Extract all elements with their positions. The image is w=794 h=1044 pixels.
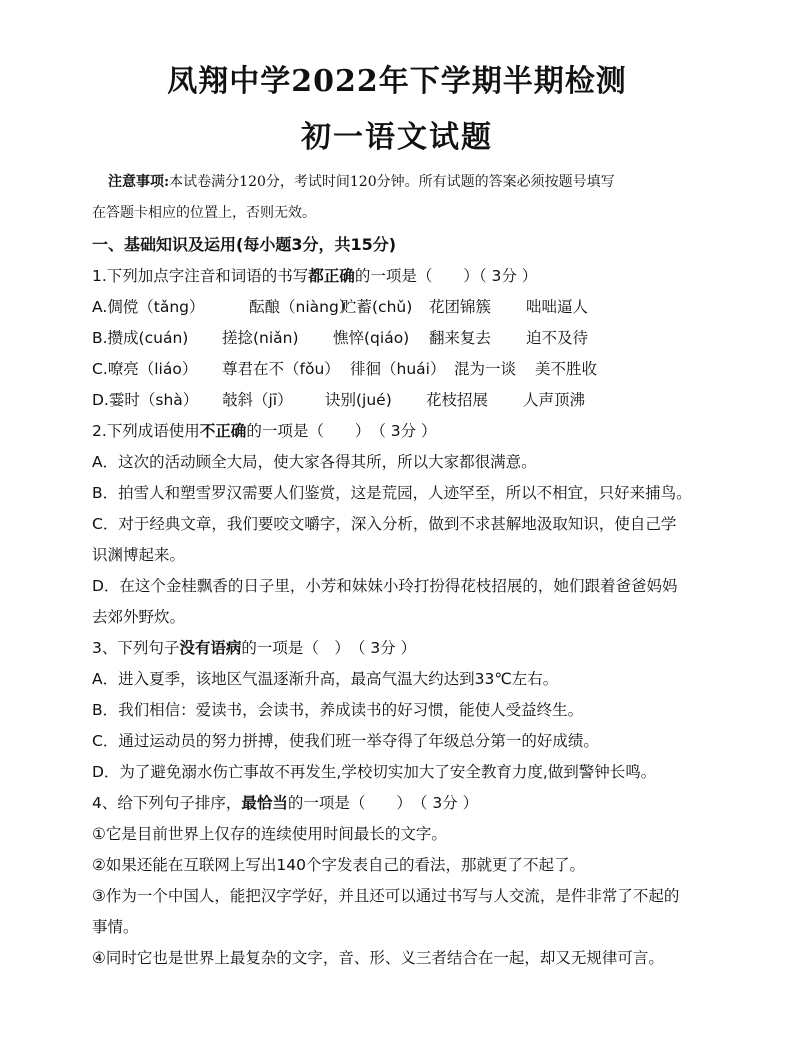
q4-sentence-2: ②如果还能在互联网上写出140个字发表自己的看法，那就更了不起了。 (92, 856, 585, 874)
q1-a-item-5: 咄咄逼人 (526, 298, 589, 316)
q2-option-d-line-2: 去郊外野炊。 (92, 608, 186, 626)
q1-stem-post: 的一项是（ ）（ 3分 ） (354, 267, 538, 285)
q2-option-b: B．拍雪人和塑雪罗汉需要人们鉴赏，这是荒园，人迹罕至，所以不相宜，只好来捕鸟。 (92, 484, 692, 502)
q3-option-a: A．进入夏季，该地区气温逐渐升高，最高气温大约达到33℃左右。 (92, 670, 559, 688)
q1-b-item-5: 迫不及待 (526, 329, 589, 347)
question-1-stem (92, 266, 712, 286)
q1-c-item-3: 徘徊（huái） (350, 360, 446, 378)
q1-d-item-5: 人声顶沸 (523, 391, 586, 409)
q1-d-item-4: 花枝招展 (426, 391, 489, 409)
notice-text-1: 本试卷满分120分，考试时间120分钟。所有试题的答案必须按题号填写 (169, 174, 615, 190)
question-4-stem (92, 793, 712, 813)
q1-option-b (92, 328, 712, 348)
q1-a-item-3: 贮蓄(chǔ) (341, 298, 413, 316)
q1-stem-bold: 都正确 (308, 267, 355, 285)
q1-d-item-1: D.霎时（shà） (92, 391, 199, 409)
q1-b-item-1: B.攒成(cuán) (92, 329, 189, 347)
q4-stem-pre: 4、给下列句子排序， (92, 794, 242, 812)
notice-label: 注意事项: (108, 174, 170, 190)
q2-stem-post: 的一项是（ ） （ 3分 ） (246, 422, 437, 440)
q1-a-item-2: 酝酿（niàng） (249, 298, 355, 316)
q2-option-c-line-2: 识渊博起来。 (92, 546, 186, 564)
q4-sentence-3-line-1: ③作为一个中国人，能把汉字学好，并且还可以通过书写与人交流，是件非常了不起的 (92, 887, 680, 905)
q3-stem-bold: 没有语病 (179, 639, 242, 657)
q4-sentence-4: ④同时它也是世界上最复杂的文字，音、形、义三者结合在一起，却又无规律可言。 (92, 949, 664, 967)
exam-title: 凤翔中学2022年下学期半期检测 (167, 64, 627, 99)
q4-stem-bold: 最恰当 (241, 794, 288, 812)
exam-subtitle: 初一语文试题 (301, 120, 493, 155)
q1-c-item-1: C.嘹亮（liáo） (92, 360, 198, 378)
q3-option-b: B．我们相信：爱读书，会读书，养成读书的好习惯，能使人受益终生。 (92, 701, 584, 719)
section-heading: 一、基础知识及运用(每小题3分，共15分) (92, 235, 397, 254)
q1-c-item-4: 混为一谈 (454, 360, 517, 378)
q1-b-item-4: 翻来复去 (429, 329, 492, 347)
q1-stem-pre: 1.下列加点字注音和词语的书写 (92, 267, 309, 285)
q3-option-c: C．通过运动员的努力拼搏，使我们班一举夺得了年级总分第一的好成绩。 (92, 732, 599, 750)
q1-b-item-2: 搓捻(niǎn) (222, 329, 299, 347)
q1-d-item-3: 诀别(jué) (325, 391, 392, 409)
q3-stem-pre: 3、下列句子 (92, 639, 180, 657)
question-2-stem (92, 421, 712, 441)
question-3-stem (92, 638, 712, 658)
q2-stem-pre: 2.下列成语使用 (92, 422, 200, 440)
q1-c-item-5: 美不胜收 (535, 360, 598, 378)
q2-stem-bold: 不正确 (199, 422, 247, 440)
q4-stem-post: 的一项是（ ） （ 3分 ） (287, 794, 479, 812)
q1-option-a (92, 297, 712, 317)
notice-line-1 (108, 172, 728, 192)
q3-stem-post: 的一项是（ ） （ 3分 ） (241, 639, 417, 657)
q3-option-d: D．为了避免溺水伤亡事故不再发生,学校切实加大了安全教育力度,做到警钟长鸣。 (92, 763, 657, 781)
q1-c-item-2: 尊君在不（fǒu） (222, 360, 340, 378)
q2-option-d-line-1: D．在这个金桂飘香的日子里，小芳和妹妹小玲打扮得花枝招展的，她们跟着爸爸妈妈 (92, 577, 678, 595)
q1-b-item-3: 憔悴(qiáo) (333, 329, 410, 347)
q4-sentence-1: ①它是目前世界上仅存的连续使用时间最长的文字。 (92, 825, 447, 843)
q1-option-d (92, 390, 712, 410)
q2-option-c-line-1: C．对于经典文章，我们要咬文嚼字，深入分析，做到不求甚解地汲取知识，使自己学 (92, 515, 677, 533)
q2-option-a: A．这次的活动顾全大局，使大家各得其所，所以大家都很满意。 (92, 453, 537, 471)
q1-a-item-4: 花团锦簇 (429, 298, 492, 316)
q1-a-item-1: A.倜傥（tǎng） (92, 298, 205, 316)
q4-sentence-3-line-2: 事情。 (92, 918, 139, 936)
q1-option-c (92, 359, 712, 379)
notice-line-2: 在答题卡相应的位置上，否则无效。 (92, 205, 316, 221)
q1-d-item-2: 攲斜（jī） (222, 391, 293, 409)
